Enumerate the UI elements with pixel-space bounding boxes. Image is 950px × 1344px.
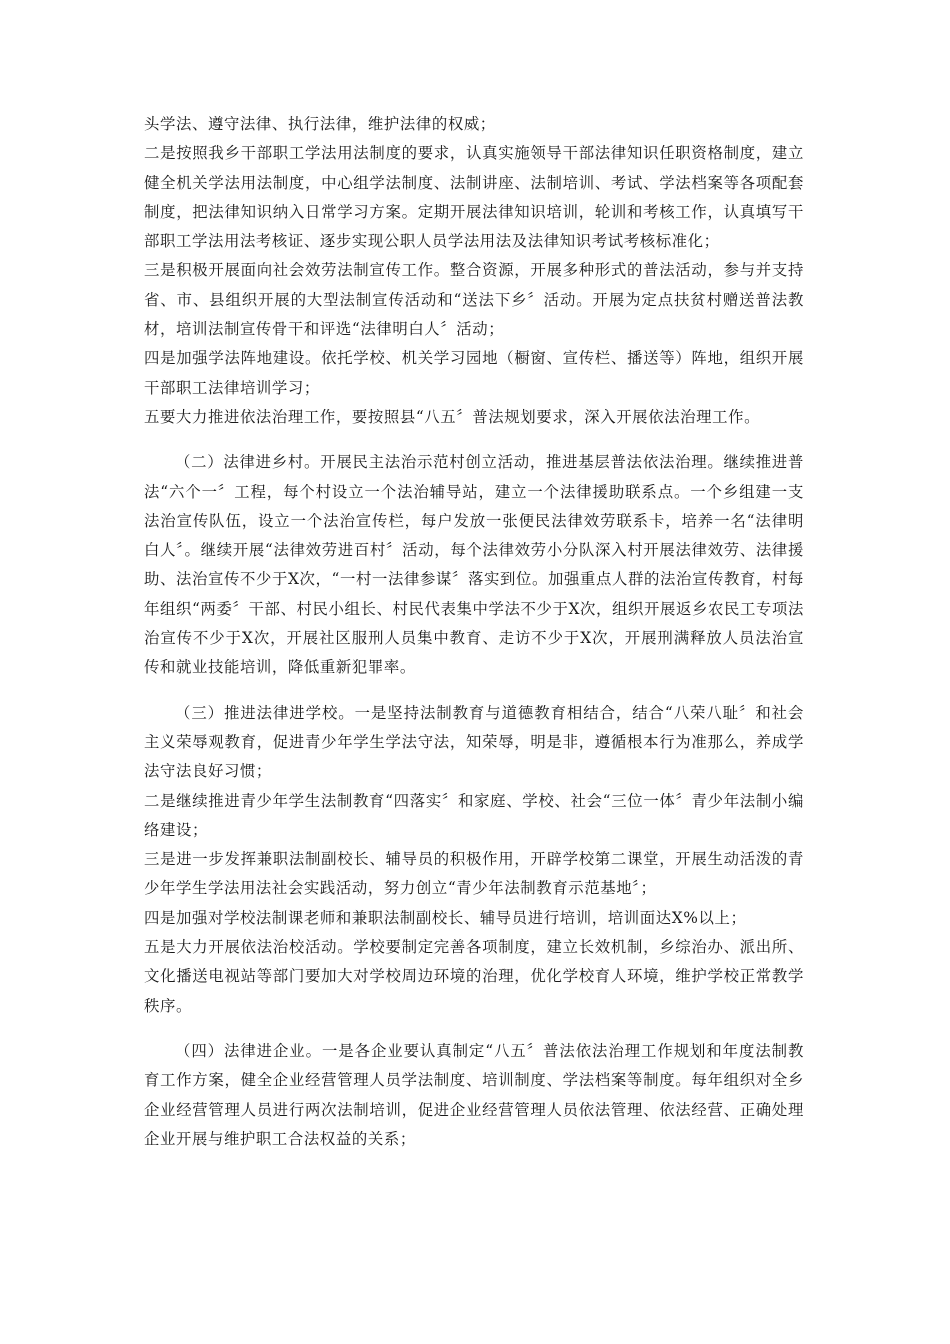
paragraph: 二是继续推进青少年学生法制教育“四落实〞和家庭、学校、社会“三位一体〞青少年法制小编络建设； (144, 791, 804, 839)
section-law-into-schools (144, 699, 804, 1021)
paragraph: （三）推进法律进学校。一是坚持法制教育与道德教育相结合，结合“八荣八耻〞和社会主义荣辱观教育，促进青少年学生学法守法，知荣辱，明是非，遵循根本行为准那么，养成学法守法良好习惯； (144, 703, 804, 781)
paragraph: （四）法律进企业。一是各企业要认真制定“八五〞普法依法治理工作规划和年度法制教育工作方案，健全企业经营管理人员学法制度、培训制度、学法档案等制度。每年组织对全乡企业经营管理人员进行两次法制培训，促进企业经营管理人员依法管理、依法经营、正确处理企业开展与维护职工合法权益的关系； (144, 1041, 804, 1148)
paragraph: 三是进一步发挥兼职法制副校长、辅导员的积极作用，开辟学校第二课堂，开展生动活泼的青少年学生学法用法社会实践活动，努力创立“青少年法制教育示范基地〞； (144, 850, 804, 898)
paragraph: 五是大力开展依法治校活动。学校要制定完善各项制度，建立长效机制，乡综治办、派出所、文化播送电视站等部门要加大对学校周边环境的治理，优化学校育人环境，维护学校正常教学秩序。 (144, 938, 804, 1015)
paragraph: （二）法律进乡村。开展民主法治示范村创立活动，推进基层普法依法治理。继续推进普法“六个一〞工程，每个村设立一个法治辅导站，建立一个法律援助联系点。一个乡组建一支法治宣传队伍，设立一个法治宣传栏，每户发放一张便民法律效劳联系卡，培养一名“法律明白人〞。继续开展“法律效劳进百村〞活动，每个法律效劳小分队深入村开展法律效劳、法律援助、法治宣传不少于X次，“一村一法律参谋〞落实到位。加强重点人群的法治宣传教育，村每年组织“两委〞干部、村民小组长、村民代表集中学法不少于X次，组织开展返乡农民工专项法治宣传不少于X次，开展社区服刑人员集中教育、走访不少于X次，开展刑满释放人员法治宣传和就业技能培训，降低重新犯罪率。 (144, 453, 804, 677)
section-law-into-enterprises (144, 1037, 804, 1154)
paragraph: 头学法、遵守法律、执行法律，维护法律的权威； (144, 115, 496, 133)
paragraph: 四是加强对学校法制课老师和兼职法制副校长、辅导员进行培训，培训面达X%以上； (144, 908, 747, 927)
paragraph: 四是加强学法阵地建设。依托学校、机关学习园地（橱窗、宣传栏、播送等）阵地，组织开展干部职工法律培训学习； (144, 349, 804, 397)
paragraph: 二是按照我乡干部职工学法用法制度的要求，认真实施领导干部法律知识任职资格制度，建立健全机关学法用法制度，中心组学法制度、法制讲座、法制培训、考试、学法档案等各项配套制度，把法律知识纳入日常学习方案。定期开展法律知识培训，轮训和考核工作，认真填写干部职工学法用法考核证、逐步实现公职人员学法用法及法律知识考试考核标准化； (144, 144, 804, 251)
section-cadre-study (144, 110, 804, 432)
document-page (144, 110, 804, 1154)
section-law-into-villages (144, 448, 804, 682)
paragraph: 五要大力推进依法治理工作，要按照县“八五〞普法规划要求，深入开展依法治理工作。 (144, 407, 761, 426)
paragraph: 三是积极开展面向社会效劳法制宣传工作。整合资源，开展多种形式的普法活动，参与并支持省、市、县组织开展的大型法制宣传活动和“送法下乡〞活动。开展为定点扶贫村赠送普法教材，培训法制宣传骨干和评选“法律明白人〞活动； (144, 261, 804, 339)
